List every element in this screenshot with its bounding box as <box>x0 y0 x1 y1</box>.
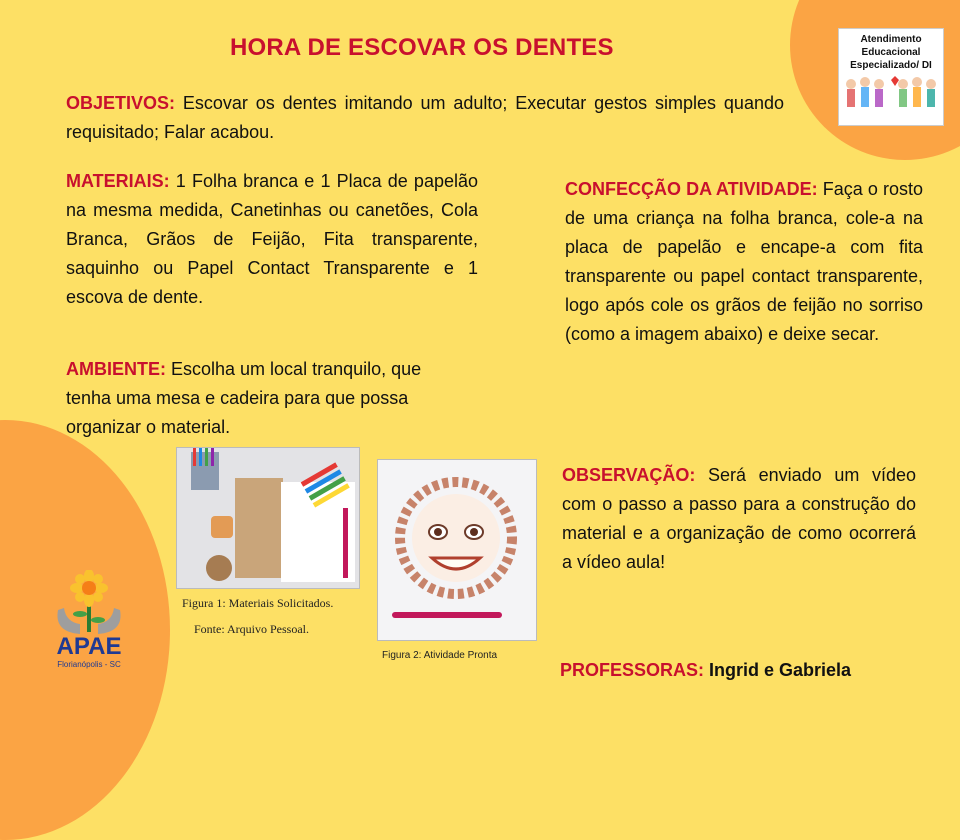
logo-line-3: Especializado/ DI <box>850 60 932 71</box>
ambiente-text: Escolha um local tranquilo, que tenha uma mesa e cadeira para que possa organizar o material. <box>66 359 422 437</box>
figure-2-activity-photo <box>377 459 537 641</box>
apae-logo <box>44 570 134 700</box>
aee-logo <box>838 28 944 126</box>
figure-1-source: Fonte: Arquivo Pessoal. <box>194 622 310 636</box>
ambiente-section <box>66 355 466 442</box>
professoras-label: PROFESSORAS: <box>560 660 705 680</box>
page-title: HORA DE ESCOVAR OS DENTES <box>230 34 614 61</box>
figure-2-caption: Figura 2: Atividade Pronta <box>382 650 498 661</box>
materiais-text: 1 Folha branca e 1 Placa de papelão na mesma medida, Canetinhas ou canetões, Cola Branca, Grãos de Feijão, Fita transparente, saquinho ou Papel Contact Transparente e 1 escova de dente. <box>66 171 478 307</box>
ambiente-label: AMBIENTE: <box>66 359 166 379</box>
confeccao-section <box>565 175 923 349</box>
confeccao-text: Faça o rosto de uma criança na folha branca, cole-a na placa de papelão e encape-a com fita transparente ou papel contact transparente, logo após cole os grãos de feijão no sorriso (como a imagem abaixo) e deixe secar. <box>565 179 923 344</box>
professoras-names: Ingrid e Gabriela <box>704 660 852 680</box>
children-drawing-icon <box>841 72 941 120</box>
apae-city: Florianópolis - SC <box>57 660 121 669</box>
logo-line-2: Educacional <box>861 47 921 58</box>
figure-1-materials-photo <box>176 447 360 589</box>
objetivos-text: Escovar os dentes imitando um adulto; Executar gestos simples quando requisitado; Falar acabou. <box>66 93 784 142</box>
materiais-label: MATERIAIS: <box>66 171 170 191</box>
logo-line-1: Atendimento <box>860 34 922 45</box>
figure-1-caption: Figura 1: Materiais Solicitados. <box>182 596 334 610</box>
apae-name: APAE <box>56 633 122 660</box>
objetivos-section <box>66 89 784 147</box>
observacao-section <box>562 461 916 577</box>
observacao-label: OBSERVAÇÃO: <box>562 465 696 485</box>
professoras-line <box>560 660 851 681</box>
objetivos-label: OBJETIVOS: <box>66 93 176 113</box>
confeccao-label: CONFECÇÃO DA ATIVIDADE: <box>565 179 818 199</box>
sunflower-hands-icon <box>50 570 128 636</box>
observacao-text: Será enviado um vídeo com o passo a passo para a construção do material e a organização de como ocorrerá a vídeo aula! <box>562 465 916 572</box>
materiais-section <box>66 167 478 312</box>
